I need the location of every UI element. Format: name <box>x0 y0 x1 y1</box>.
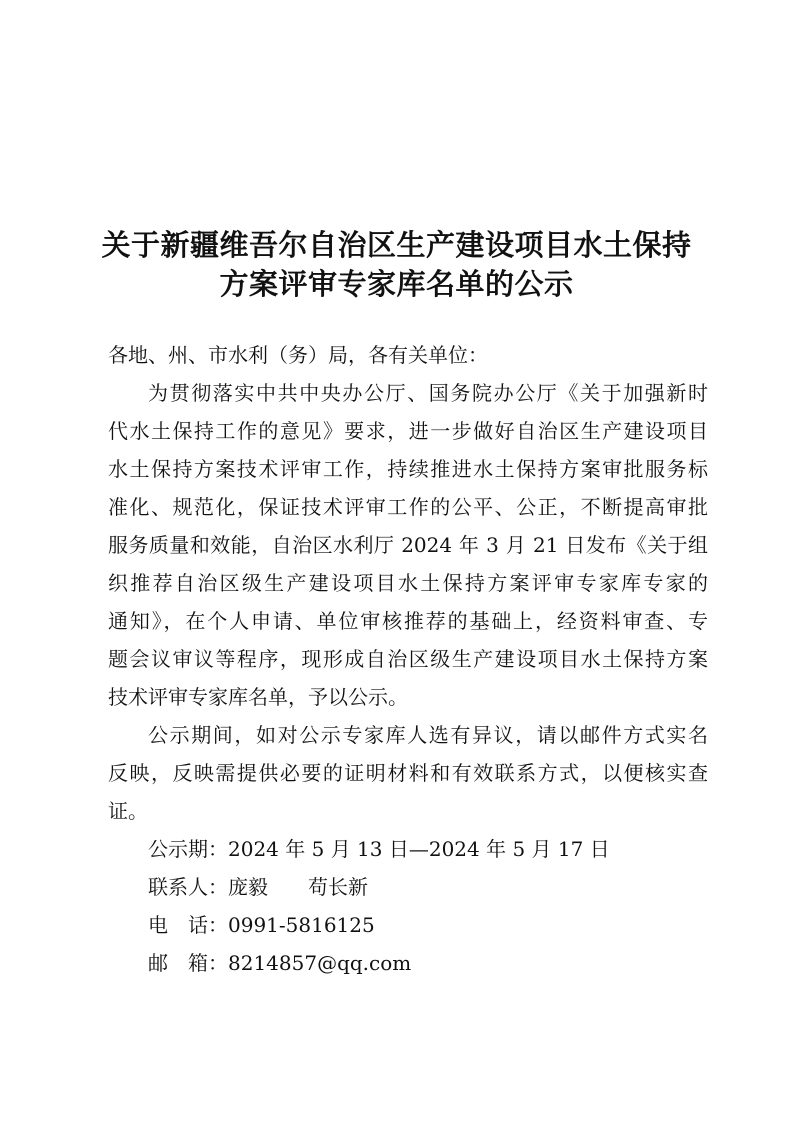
publicity-period: 公示期：2024 年 5 月 13 日—2024 年 5 月 17 日 <box>148 837 610 861</box>
paragraph-2-line: 公示期间，如对公示专家库人选有异议，请以邮件方式实名 <box>148 723 708 747</box>
paragraph-2-line: 反映，反映需提供必要的证明材料和有效联系方式，以便核实查 <box>108 761 708 785</box>
paragraph-1-line: 水土保持方案技术评审工作，持续推进水土保持方案审批服务标 <box>108 457 708 481</box>
contact-phone: 电 话：0991-5816125 <box>148 913 375 937</box>
paragraph-1-line: 题会议审议等程序，现形成自治区级生产建设项目水土保持方案 <box>108 647 708 671</box>
salutation: 各地、州、市水利（务）局，各有关单位： <box>108 343 488 367</box>
document-title-line-1: 关于新疆维吾尔自治区生产建设项目水土保持 <box>101 228 692 262</box>
contact-persons: 联系人：庞毅 苟长新 <box>148 875 368 899</box>
paragraph-1-line: 织推荐自治区级生产建设项目水土保持方案评审专家库专家的 <box>108 571 708 595</box>
paragraph-1-line: 技术评审专家库名单，予以公示。 <box>108 685 408 709</box>
paragraph-1-line: 为贯彻落实中共中央办公厅、国务院办公厅《关于加强新时 <box>148 381 708 405</box>
paragraph-1-line: 准化、规范化，保证技术评审工作的公平、公正，不断提高审批 <box>108 495 708 519</box>
paragraph-2-line: 证。 <box>108 799 148 823</box>
document-title-line-2: 方案评审专家库名单的公示 <box>219 267 574 301</box>
paragraph-1-line: 通知》，在个人申请、单位审核推荐的基础上，经资料审查、专 <box>108 609 708 633</box>
paragraph-1-line: 代水土保持工作的意见》要求，进一步做好自治区生产建设项目 <box>108 419 708 443</box>
contact-email: 邮 箱：8214857@qq.com <box>148 951 412 975</box>
paragraph-1-line: 服务质量和效能，自治区水利厅 2024 年 3 月 21 日发布《关于组 <box>108 533 708 557</box>
